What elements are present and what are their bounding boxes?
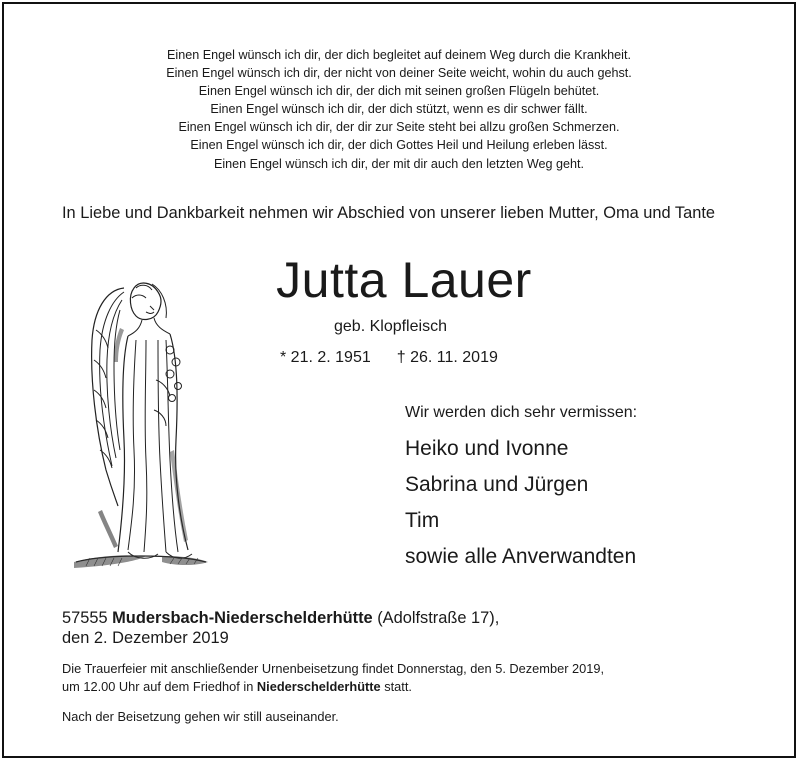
mourner-name: Tim: [405, 509, 440, 532]
poem-line: Einen Engel wünsch ich dir, der mit dir auch den letzten Weg geht.: [213, 156, 585, 171]
address-line: [62, 608, 499, 628]
birth-date: * 21. 2. 1951: [280, 349, 371, 366]
notice-location: Niederschelderhütte: [256, 679, 381, 694]
poem-line: Einen Engel wünsch ich dir, der dir zur Seite steht bei allzu großen Schmerzen.: [178, 120, 620, 135]
poem-line: Einen Engel wünsch ich dir, der nicht von deiner Seite weicht, wohin du auch gehst.: [166, 66, 632, 81]
town: Mudersbach-Niederschelderhütte: [112, 609, 373, 627]
mourner-name: sowie alle Anverwandten: [405, 545, 637, 568]
deceased-name-text: Jutta Lauer: [276, 252, 532, 308]
mourners-block: [405, 401, 637, 575]
street-address: (Adolfstraße 17),: [377, 609, 500, 627]
maiden-name: geb. Klopfleisch: [334, 318, 447, 335]
closing-note: Nach der Beisetzung gehen wir still auseinander.: [62, 709, 339, 724]
notice-line-2: [62, 678, 762, 696]
poem: [4, 46, 794, 173]
poem-line: Einen Engel wünsch ich dir, der dich begleitet auf deinem Weg durch die Krankheit.: [167, 48, 631, 62]
notice-end: statt.: [384, 679, 412, 694]
mourners-lead: Wir werden dich sehr vermissen:: [405, 404, 638, 421]
intro-text: In Liebe und Dankbarkeit nehmen wir Abschied von unserer lieben Mutter, Oma und Tante: [62, 204, 715, 222]
life-dates: [280, 348, 498, 368]
notice-line-1: Die Trauerfeier mit anschließender Urnenbeisetzung findet Donnerstag, den 5. Dezember 2019,: [62, 661, 605, 676]
death-date: † 26. 11. 2019: [396, 349, 498, 366]
obituary-card: [2, 2, 796, 758]
postcode: 57555: [62, 609, 108, 627]
notice-time: um 12.00 Uhr auf dem Friedhof in: [62, 679, 254, 694]
angel-illustration: [66, 270, 216, 580]
poem-line: Einen Engel wünsch ich dir, der dich stützt, wenn es dir schwer fällt.: [210, 102, 588, 117]
funeral-notice: [62, 660, 762, 696]
place-and-date: [62, 608, 499, 648]
poem-line: Einen Engel wünsch ich dir, der dich mit seinen großen Flügeln behütet.: [198, 84, 600, 99]
poem-line: Einen Engel wünsch ich dir, der dich Gottes Heil und Heilung erleben lässt.: [190, 138, 608, 153]
mourner-name: Heiko und Ivonne: [405, 437, 569, 460]
mourner-name: Sabrina und Jürgen: [405, 473, 589, 496]
place-date: den 2. Dezember 2019: [62, 629, 229, 647]
